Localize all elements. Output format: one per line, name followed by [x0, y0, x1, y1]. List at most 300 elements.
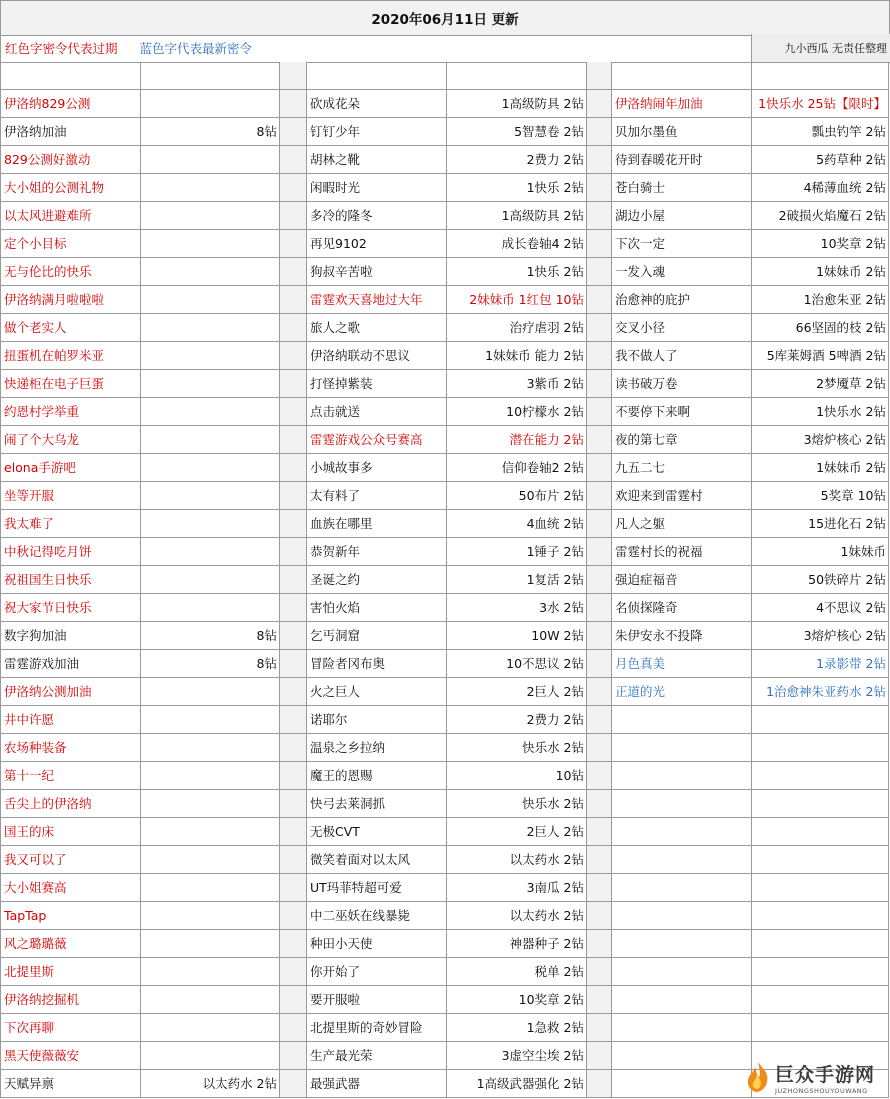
code-name-cell [611, 62, 751, 90]
table-row [0, 370, 890, 398]
code-name-cell: 天赋异禀 [0, 1070, 140, 1098]
reward-cell [140, 90, 279, 118]
reward-cell: 以太药水 2钻 [446, 902, 586, 930]
code-name-cell: 名侦探隆奇 [611, 594, 751, 622]
reward-cell: 10不思议 2钻 [446, 650, 586, 678]
code-name-cell [611, 734, 751, 762]
reward-cell: 3虚空尘埃 2钻 [446, 1042, 586, 1070]
reward-cell: 2妹妹币 1红包 10钻 [446, 286, 586, 314]
code-name-cell: 治愈神的庇护 [611, 286, 751, 314]
reward-cell [140, 314, 279, 342]
column-gap [279, 62, 306, 90]
reward-cell [140, 510, 279, 538]
code-name-cell: 大小姐赛高 [0, 874, 140, 902]
reward-cell: 税单 2钻 [446, 958, 586, 986]
column-gap [586, 202, 611, 230]
compiler-note: 九小西瓜 无责任整理 [784, 42, 887, 55]
code-name-cell: 朱伊安永不投降 [611, 622, 751, 650]
table-row [0, 286, 890, 314]
code-name-cell: 伊洛纳挖掘机 [0, 986, 140, 1014]
column-gap [586, 706, 611, 734]
column-gap [586, 482, 611, 510]
column-gap [586, 118, 611, 146]
code-name-cell: 829公测好激动 [0, 146, 140, 174]
code-name-cell: 下次一定 [611, 230, 751, 258]
code-name-cell: 我不做人了 [611, 342, 751, 370]
reward-cell: 2破损火焰魔石 2钻 [751, 202, 889, 230]
code-name-cell: 快递柜在电子巨蛋 [0, 370, 140, 398]
code-name-cell: 风之璐璐薇 [0, 930, 140, 958]
code-name-cell: 读书破万卷 [611, 370, 751, 398]
note-cell [751, 34, 890, 62]
column-gap [586, 594, 611, 622]
reward-cell [140, 454, 279, 482]
reward-cell: 1高级防具 2钻 [446, 90, 586, 118]
column-gap [586, 818, 611, 846]
reward-cell: 1锤子 2钻 [446, 538, 586, 566]
code-name-cell [0, 62, 140, 90]
reward-cell: 1复活 2钻 [446, 566, 586, 594]
reward-cell: 1妹妹币 能力 2钻 [446, 342, 586, 370]
column-gap [586, 1070, 611, 1098]
code-name-cell [611, 790, 751, 818]
column-gap [586, 622, 611, 650]
watermark [745, 1058, 885, 1096]
table-row [0, 1014, 890, 1042]
column-gap [586, 398, 611, 426]
column-gap [279, 846, 306, 874]
code-name-cell: 最强武器 [306, 1070, 446, 1098]
reward-cell [140, 986, 279, 1014]
reward-cell: 成长卷轴4 2钻 [446, 230, 586, 258]
reward-cell [140, 370, 279, 398]
code-name-cell: TapTap [0, 902, 140, 930]
reward-cell: 1快乐 2钻 [446, 174, 586, 202]
reward-cell: 治疗虐羽 2钻 [446, 314, 586, 342]
reward-cell [140, 790, 279, 818]
code-name-cell: 恭贺新年 [306, 538, 446, 566]
reward-cell: 10奖章 2钻 [446, 986, 586, 1014]
reward-cell [140, 286, 279, 314]
reward-cell [140, 174, 279, 202]
code-name-cell: 钉钉少年 [306, 118, 446, 146]
code-name-cell: 大小姐的公测礼物 [0, 174, 140, 202]
reward-cell: 1妹妹币 [751, 538, 889, 566]
code-name-cell: 约恩村学举重 [0, 398, 140, 426]
reward-cell: 1妹妹币 2钻 [751, 454, 889, 482]
reward-cell [140, 258, 279, 286]
reward-cell: 15进化石 2钻 [751, 510, 889, 538]
code-name-cell: 点击就送 [306, 398, 446, 426]
flame-icon [745, 1061, 771, 1093]
code-name-cell: 雷霆游戏加油 [0, 650, 140, 678]
code-name-cell: 闲暇时光 [306, 174, 446, 202]
reward-cell: 1治愈神朱亚药水 2钻 [751, 678, 889, 706]
reward-cell: 1妹妹币 2钻 [751, 258, 889, 286]
reward-cell: 66坚固的枝 2钻 [751, 314, 889, 342]
reward-cell: 2巨人 2钻 [446, 678, 586, 706]
column-gap [279, 1042, 306, 1070]
column-gap [279, 706, 306, 734]
column-gap [279, 538, 306, 566]
code-name-cell: UT玛菲特超可爱 [306, 874, 446, 902]
column-gap [279, 958, 306, 986]
reward-cell: 5药草种 2钻 [751, 146, 889, 174]
reward-cell: 快乐水 2钻 [446, 790, 586, 818]
column-gap [586, 986, 611, 1014]
code-name-cell: 交叉小径 [611, 314, 751, 342]
reward-cell: 10奖章 2钻 [751, 230, 889, 258]
reward-cell [751, 902, 889, 930]
code-name-cell: 多冷的隆冬 [306, 202, 446, 230]
reward-cell: 1急救 2钻 [446, 1014, 586, 1042]
code-name-cell: 欢迎来到雷霆村 [611, 482, 751, 510]
code-name-cell: 不要停下来啊 [611, 398, 751, 426]
code-name-cell: 打怪掉紫装 [306, 370, 446, 398]
code-name-cell [611, 930, 751, 958]
reward-cell: 5智慧卷 2钻 [446, 118, 586, 146]
column-gap [279, 650, 306, 678]
code-name-cell: 害怕火焰 [306, 594, 446, 622]
reward-cell [140, 902, 279, 930]
reward-cell: 2梦魇草 2钻 [751, 370, 889, 398]
code-name-cell [611, 762, 751, 790]
column-gap [279, 818, 306, 846]
reward-cell [140, 706, 279, 734]
reward-cell: 3熔炉核心 2钻 [751, 426, 889, 454]
column-gap [586, 930, 611, 958]
reward-cell [140, 846, 279, 874]
code-name-cell: 伊洛纳829公测 [0, 90, 140, 118]
table-row [0, 174, 890, 202]
reward-cell [140, 342, 279, 370]
code-name-cell: 伊洛纳联动不思议 [306, 342, 446, 370]
code-name-cell: 微笑着面对以太风 [306, 846, 446, 874]
table-row [0, 482, 890, 510]
code-name-cell: elona手游吧 [0, 454, 140, 482]
column-gap [586, 258, 611, 286]
table-row [0, 734, 890, 762]
watermark-text: 巨众手游网 [775, 1063, 876, 1086]
code-name-cell: 雷霆游戏公众号赛高 [306, 426, 446, 454]
code-name-cell: 雷霆村长的祝福 [611, 538, 751, 566]
column-gap [279, 762, 306, 790]
reward-cell: 以太药水 2钻 [446, 846, 586, 874]
table-row [0, 202, 890, 230]
column-gap [279, 314, 306, 342]
column-gap [586, 790, 611, 818]
reward-cell [751, 986, 889, 1014]
column-gap [279, 174, 306, 202]
table-row [0, 650, 890, 678]
reward-cell: 50布片 2钻 [446, 482, 586, 510]
reward-cell [140, 146, 279, 174]
column-gap [279, 566, 306, 594]
column-gap [586, 174, 611, 202]
table-row [0, 146, 890, 174]
code-name-cell: 无与伦比的快乐 [0, 258, 140, 286]
reward-cell [751, 762, 889, 790]
code-name-cell: 国王的床 [0, 818, 140, 846]
code-name-cell: 乞丐洞窟 [306, 622, 446, 650]
column-gap [279, 594, 306, 622]
code-name-cell [306, 62, 446, 90]
column-gap [586, 146, 611, 174]
code-name-cell: 湖边小屋 [611, 202, 751, 230]
table-row [0, 762, 890, 790]
reward-cell [446, 62, 586, 90]
reward-cell [140, 1042, 279, 1070]
reward-cell: 3水 2钻 [446, 594, 586, 622]
reward-cell: 10钻 [446, 762, 586, 790]
reward-cell: 快乐水 2钻 [446, 734, 586, 762]
code-name-cell [611, 846, 751, 874]
code-name-cell: 胡林之靴 [306, 146, 446, 174]
table-row [0, 986, 890, 1014]
table-row [0, 90, 890, 118]
reward-cell: 1高级防具 2钻 [446, 202, 586, 230]
column-gap [586, 1042, 611, 1070]
column-gap [586, 650, 611, 678]
reward-cell [751, 874, 889, 902]
column-gap [279, 622, 306, 650]
code-name-cell [611, 986, 751, 1014]
legend-expired: 红色字密令代表过期 [5, 41, 118, 56]
table-row [0, 454, 890, 482]
column-gap [279, 146, 306, 174]
column-gap [586, 538, 611, 566]
table-row [0, 314, 890, 342]
reward-cell [140, 230, 279, 258]
reward-cell: 3熔炉核心 2钻 [751, 622, 889, 650]
table-row [0, 230, 890, 258]
column-gap [279, 1014, 306, 1042]
reward-cell [140, 62, 279, 90]
column-gap [279, 510, 306, 538]
reward-cell: 1快乐水 25钻【限时】 [751, 90, 889, 118]
reward-cell: 1快乐 2钻 [446, 258, 586, 286]
column-gap [586, 62, 611, 90]
table-row [0, 874, 890, 902]
code-name-cell: 小城故事多 [306, 454, 446, 482]
column-gap [279, 454, 306, 482]
reward-cell: 4不思议 2钻 [751, 594, 889, 622]
column-gap [586, 510, 611, 538]
reward-cell: 2费力 2钻 [446, 146, 586, 174]
code-name-cell: 快弓去莱洞抓 [306, 790, 446, 818]
column-gap [586, 286, 611, 314]
reward-cell [140, 734, 279, 762]
code-name-cell: 你开始了 [306, 958, 446, 986]
column-gap [279, 426, 306, 454]
column-gap [279, 482, 306, 510]
column-gap [279, 118, 306, 146]
reward-cell [140, 398, 279, 426]
code-name-cell: 伊洛纳公测加油 [0, 678, 140, 706]
code-name-cell: 温泉之乡拉纳 [306, 734, 446, 762]
reward-cell [140, 958, 279, 986]
column-gap [586, 846, 611, 874]
code-name-cell: 雷霆欢天喜地过大年 [306, 286, 446, 314]
table-row [0, 62, 890, 90]
code-name-cell: 狗叔辛苦啦 [306, 258, 446, 286]
reward-cell [140, 874, 279, 902]
column-gap [586, 426, 611, 454]
table-row [0, 706, 890, 734]
code-name-cell: 强迫症福音 [611, 566, 751, 594]
reward-cell: 1高级武器强化 2钻 [446, 1070, 586, 1098]
table-row [0, 622, 890, 650]
reward-cell: 8钻 [140, 650, 279, 678]
reward-cell [140, 678, 279, 706]
reward-cell [140, 202, 279, 230]
code-name-cell: 冒险者冈布奥 [306, 650, 446, 678]
column-gap [586, 734, 611, 762]
table-row [0, 930, 890, 958]
code-name-cell: 血族在哪里 [306, 510, 446, 538]
reward-cell [140, 482, 279, 510]
reward-cell: 50铁碎片 2钻 [751, 566, 889, 594]
code-name-cell: 坐等开服 [0, 482, 140, 510]
reward-cell [751, 1014, 889, 1042]
code-name-cell: 闹了个大乌龙 [0, 426, 140, 454]
reward-cell: 5库莱姆酒 5啤酒 2钻 [751, 342, 889, 370]
column-gap [586, 314, 611, 342]
reward-cell: 2巨人 2钻 [446, 818, 586, 846]
code-name-cell [611, 902, 751, 930]
legend-bar [0, 34, 890, 63]
reward-cell [140, 594, 279, 622]
table-row [0, 510, 890, 538]
column-gap [586, 370, 611, 398]
table-row [0, 678, 890, 706]
column-gap [586, 874, 611, 902]
column-gap [586, 90, 611, 118]
column-gap [279, 202, 306, 230]
code-name-cell: 种田小天使 [306, 930, 446, 958]
code-name-cell: 生产最光荣 [306, 1042, 446, 1070]
legend-latest: 蓝色字代表最新密令 [139, 41, 253, 56]
table-row [0, 818, 890, 846]
code-name-cell [611, 874, 751, 902]
code-name-cell: 要开服啦 [306, 986, 446, 1014]
column-gap [586, 566, 611, 594]
table-row [0, 958, 890, 986]
code-name-cell [611, 1014, 751, 1042]
reward-cell: 1录影带 2钻 [751, 650, 889, 678]
code-name-cell: 北提里斯的奇妙冒险 [306, 1014, 446, 1042]
reward-cell: 8钻 [140, 622, 279, 650]
reward-cell: 神器种子 2钻 [446, 930, 586, 958]
code-name-cell: 圣诞之约 [306, 566, 446, 594]
column-gap [586, 342, 611, 370]
column-gap [279, 874, 306, 902]
code-name-cell: 下次再聊 [0, 1014, 140, 1042]
column-gap [586, 1014, 611, 1042]
column-gap [586, 230, 611, 258]
page-title: 2020年06月11日 更新 [0, 0, 890, 36]
reward-cell [140, 762, 279, 790]
reward-cell: 瓢虫钓竿 2钻 [751, 118, 889, 146]
code-name-cell: 诺耶尔 [306, 706, 446, 734]
code-name-cell: 砍成花朵 [306, 90, 446, 118]
column-gap [279, 930, 306, 958]
code-name-cell: 太有料了 [306, 482, 446, 510]
code-name-cell: 夜的第七章 [611, 426, 751, 454]
code-name-cell: 以太风进避难所 [0, 202, 140, 230]
reward-cell [751, 790, 889, 818]
code-name-cell: 舌尖上的伊洛纳 [0, 790, 140, 818]
code-name-cell: 九五二七 [611, 454, 751, 482]
code-name-cell: 伊洛纳满月啦啦啦 [0, 286, 140, 314]
table-row [0, 902, 890, 930]
reward-cell [140, 818, 279, 846]
reward-cell: 1治愈朱亚 2钻 [751, 286, 889, 314]
code-name-cell: 我太难了 [0, 510, 140, 538]
reward-cell [140, 930, 279, 958]
code-name-cell: 待到春暖花开时 [611, 146, 751, 174]
column-gap [279, 398, 306, 426]
reward-cell [751, 62, 889, 90]
table-row [0, 594, 890, 622]
column-gap [279, 370, 306, 398]
code-name-cell [611, 1042, 751, 1070]
reward-cell [140, 1014, 279, 1042]
reward-cell [751, 930, 889, 958]
code-name-cell: 第十一纪 [0, 762, 140, 790]
column-gap [279, 90, 306, 118]
reward-cell [751, 734, 889, 762]
code-name-cell: 井中许愿 [0, 706, 140, 734]
code-name-cell: 再见9102 [306, 230, 446, 258]
column-gap [279, 286, 306, 314]
reward-cell [140, 566, 279, 594]
reward-cell [751, 818, 889, 846]
code-name-cell: 贝加尔墨鱼 [611, 118, 751, 146]
reward-cell: 以太药水 2钻 [140, 1070, 279, 1098]
code-name-cell: 做个老实人 [0, 314, 140, 342]
code-name-cell: 苍白骑士 [611, 174, 751, 202]
code-name-cell: 数字狗加油 [0, 622, 140, 650]
reward-cell: 1快乐水 2钻 [751, 398, 889, 426]
column-gap [279, 986, 306, 1014]
code-name-cell: 旅人之歌 [306, 314, 446, 342]
code-name-cell [611, 1070, 751, 1098]
code-name-cell: 扭蛋机在帕罗米亚 [0, 342, 140, 370]
column-gap [279, 1070, 306, 1098]
table-row [0, 846, 890, 874]
watermark-subtext: JUZHONGSHOUYOUWANG [775, 1086, 868, 1095]
code-name-cell: 北提里斯 [0, 958, 140, 986]
table-row [0, 426, 890, 454]
column-gap [279, 902, 306, 930]
column-gap [586, 762, 611, 790]
table-row [0, 342, 890, 370]
table-row [0, 566, 890, 594]
code-name-cell: 定个小目标 [0, 230, 140, 258]
reward-cell [751, 958, 889, 986]
code-name-cell: 黑天使薇薇安 [0, 1042, 140, 1070]
reward-cell: 信仰卷轴2 2钻 [446, 454, 586, 482]
code-name-cell: 火之巨人 [306, 678, 446, 706]
column-gap [279, 342, 306, 370]
code-name-cell: 一发入魂 [611, 258, 751, 286]
code-name-cell: 月色真美 [611, 650, 751, 678]
column-gap [279, 230, 306, 258]
column-gap [279, 790, 306, 818]
code-name-cell [611, 818, 751, 846]
reward-cell: 2费力 2钻 [446, 706, 586, 734]
